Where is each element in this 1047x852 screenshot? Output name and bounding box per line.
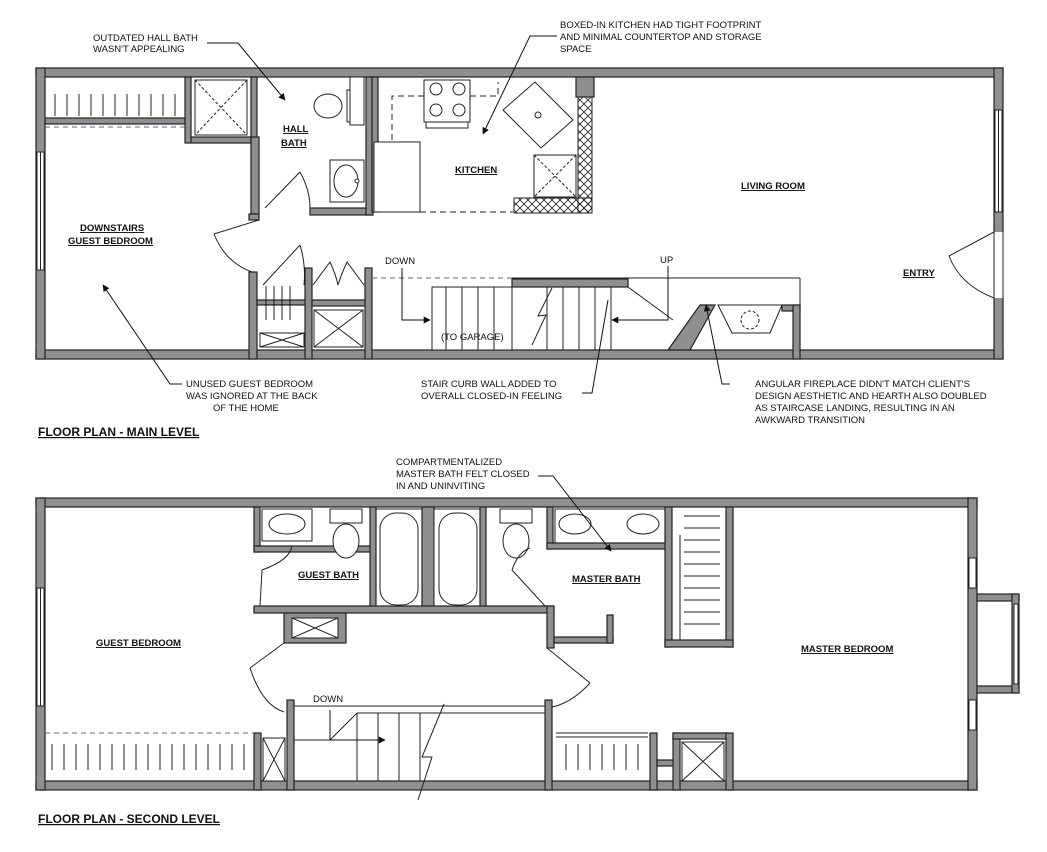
room-hall-bath-2: BATH xyxy=(281,138,307,149)
note-fireplace-2: DESIGN AESTHETIC AND HEARTH ALSO DOUBLED xyxy=(755,391,987,402)
room-downstairs-1: DOWNSTAIRS xyxy=(80,223,145,234)
note-kitchen-3: SPACE xyxy=(560,44,592,55)
label-down-second: DOWN xyxy=(313,694,344,705)
title-main-level: FLOOR PLAN - MAIN LEVEL xyxy=(38,425,200,439)
note-hall-bath-1: OUTDATED HALL BATH xyxy=(93,33,198,44)
room-kitchen: KITCHEN xyxy=(455,165,498,176)
note-master-bath-1: COMPARTMENTALIZED xyxy=(396,457,503,468)
label-up: UP xyxy=(660,255,674,266)
room-entry: ENTRY xyxy=(903,268,935,279)
room-master-bath: MASTER BATH xyxy=(572,574,641,585)
room-living-room: LIVING ROOM xyxy=(741,181,805,192)
main-level-plan xyxy=(36,68,1004,359)
note-master-bath-3: IN AND UNINVITING xyxy=(396,481,486,492)
note-kitchen-1: BOXED-IN KITCHEN HAD TIGHT FOOTPRINT xyxy=(560,20,762,31)
note-kitchen-2: AND MINIMAL COUNTERTOP AND STORAGE xyxy=(560,32,762,43)
label-down: DOWN xyxy=(385,256,416,267)
note-master-bath-2: MASTER BATH FELT CLOSED xyxy=(396,469,530,480)
note-fireplace-4: AWKWARD TRANSITION xyxy=(755,415,865,426)
main-level-text xyxy=(38,20,987,439)
label-to-garage: (TO GARAGE) xyxy=(441,332,504,343)
note-guest-bedroom-1: UNUSED GUEST BEDROOM xyxy=(186,379,314,390)
note-hall-bath-2: WASN'T APPEALING xyxy=(93,44,185,55)
title-second-level: FLOOR PLAN - SECOND LEVEL xyxy=(38,812,221,826)
note-guest-bedroom-2: WAS IGNORED AT THE BACK xyxy=(186,391,318,402)
room-downstairs-2: GUEST BEDROOM xyxy=(68,236,153,247)
note-guest-bedroom-3: OF THE HOME xyxy=(213,403,279,414)
note-stair-curb-1: STAIR CURB WALL ADDED TO xyxy=(421,379,557,390)
room-guest-bath: GUEST BATH xyxy=(298,570,360,581)
note-fireplace-1: ANGULAR FIREPLACE DIDN'T MATCH CLIENT'S xyxy=(755,379,970,390)
note-fireplace-3: AS STAIRCASE LANDING, RESULTING IN AN xyxy=(755,403,955,414)
room-guest-bedroom: GUEST BEDROOM xyxy=(96,638,181,649)
room-hall-bath-1: HALL xyxy=(283,124,309,135)
note-stair-curb-2: OVERALL CLOSED-IN FEELING xyxy=(421,391,563,402)
room-master-bedroom: MASTER BEDROOM xyxy=(801,644,894,655)
